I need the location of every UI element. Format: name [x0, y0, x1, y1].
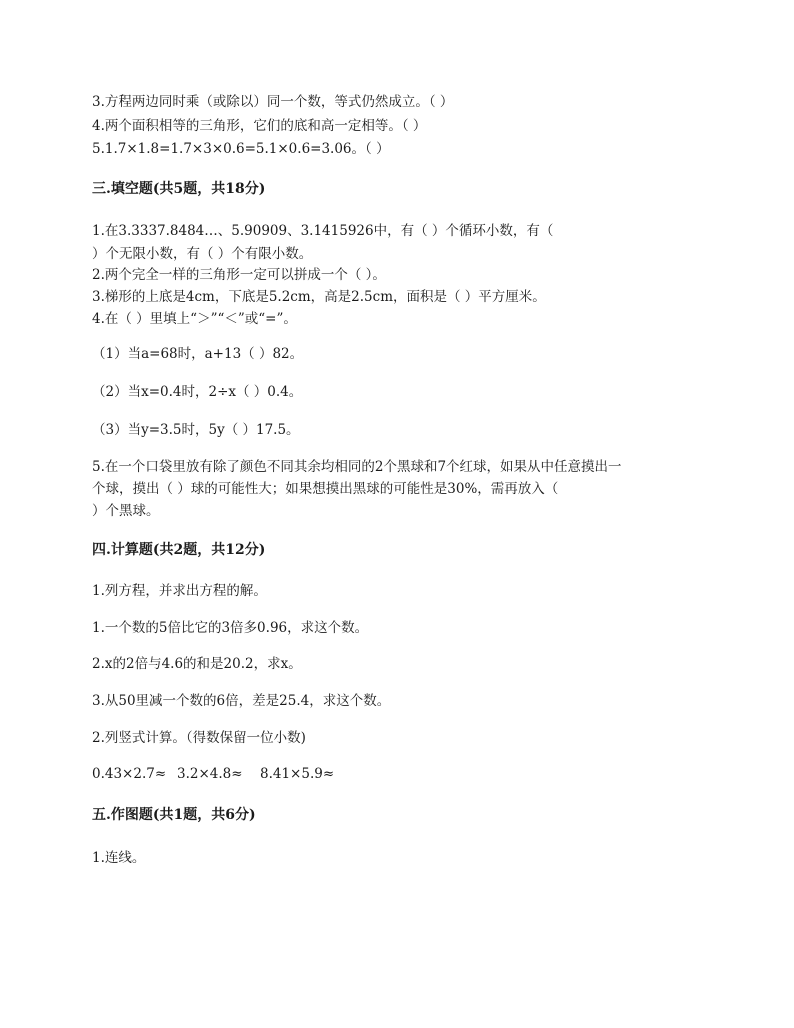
calc-q2: 2.列竖式计算。（得数保留一位小数)	[92, 730, 306, 746]
fill-q5-line1: 5.在一个口袋里放有除了颜色不同其余均相同的2个黑球和7个红球，如果从中任意摸出一	[92, 459, 622, 475]
fill-q2: 2.两个完全一样的三角形一定可以拼成一个（ ）。	[92, 267, 386, 283]
judgement-item-4: 4.两个面积相等的三角形，它们的底和高一定相等。（ ）	[92, 118, 427, 134]
fill-q4-sub-1: （1）当a=68时，a+13（ ）82。	[92, 346, 304, 362]
calc-q1-sub-1: 1.一个数的5倍比它的3倍多0.96，求这个数。	[92, 620, 369, 636]
calc-q1-sub-2: 2.x的2倍与4.6的和是20.2，求x。	[92, 656, 302, 672]
calc-q2-expr-3: 8.41×5.9≈	[260, 766, 335, 782]
judgement-item-5: 5.1.7×1.8=1.7×3×0.6=5.1×0.6=3.06。（ ）	[92, 141, 390, 157]
section-4-heading: 四.计算题(共2题，共12分)	[92, 542, 266, 558]
fill-q1-line2: ）个无限小数，有（ ）个有限小数。	[92, 246, 313, 262]
judgement-item-3: 3.方程两边同时乘（或除以）同一个数，等式仍然成立。（ ）	[92, 94, 454, 110]
draw-q1: 1.连线。	[92, 850, 146, 866]
fill-q1-line1: 1.在3.3337.8484…、5.90909、3.1415926中，有（ ）个循环小数，有（	[92, 223, 554, 239]
fill-q4-sub-3: （3）当y=3.5时，5y（ ）17.5。	[92, 422, 300, 438]
section-3-heading: 三.填空题(共5题，共18分)	[92, 181, 266, 197]
calc-q2-expr-1: 0.43×2.7≈	[92, 766, 167, 782]
calc-q1-sub-3: 3.从50里减一个数的6倍，差是25.4，求这个数。	[92, 693, 391, 709]
fill-q4-sub-2: （2）当x=0.4时，2÷x（ ）0.4。	[92, 384, 303, 400]
calc-q1: 1.列方程，并求出方程的解。	[92, 583, 267, 599]
fill-q5-line3: ）个黑球。	[92, 503, 160, 519]
fill-q3: 3.梯形的上底是4cm，下底是5.2cm，高是2.5cm，面积是（ ）平方厘米。	[92, 289, 546, 305]
fill-q4: 4.在（ ）里填上“＞”“＜”或“=”。	[92, 311, 297, 327]
calc-q2-expr-2: 3.2×4.8≈	[177, 766, 243, 782]
section-5-heading: 五.作图题(共1题，共6分)	[92, 807, 256, 823]
fill-q5-line2: 个球，摸出（ ）球的可能性大；如果想摸出黑球的可能性是30%，需再放入（	[92, 481, 559, 497]
